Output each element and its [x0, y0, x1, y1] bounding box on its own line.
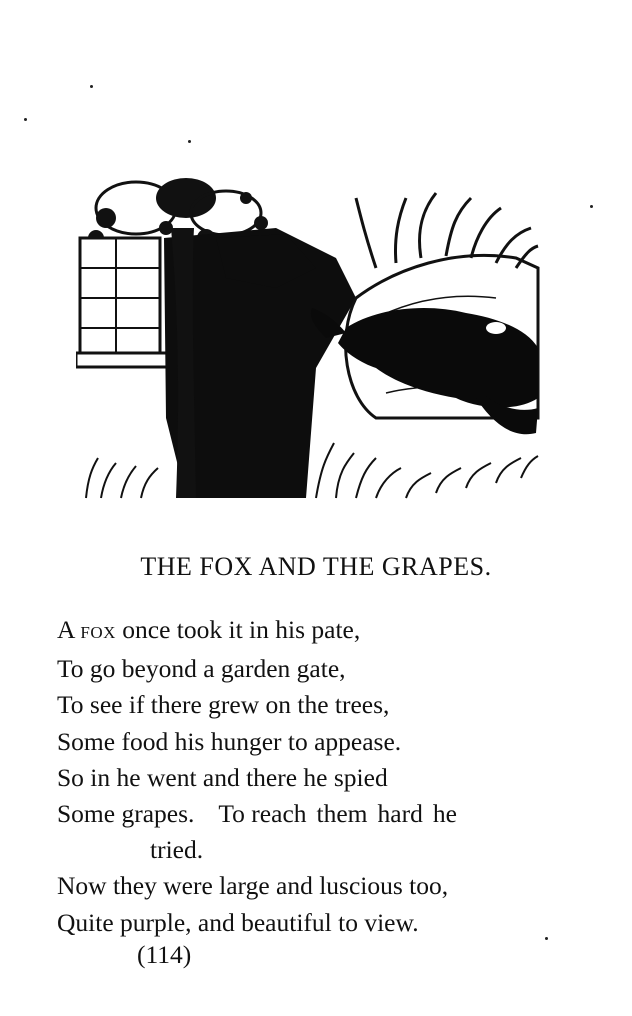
- poem-line: To see if there grew on the trees,: [57, 690, 390, 720]
- poem-text: [57, 612, 597, 941]
- print-speck: [188, 140, 191, 143]
- poem-word: A: [57, 615, 81, 644]
- poem-line: Quite purple, and beautiful to view.: [57, 907, 419, 937]
- poem-line-continuation: tried.: [150, 835, 204, 865]
- poem-word: once took it in his pate,: [115, 615, 361, 644]
- page-number: (114): [137, 940, 192, 969]
- print-speck: [24, 118, 27, 121]
- poem-line: [57, 796, 597, 832]
- poem-word: them: [316, 799, 368, 829]
- poem-word: he: [432, 799, 457, 829]
- poem-line: Some food his hunger to appease.: [57, 726, 402, 756]
- poem-word: Some grapes.: [57, 799, 195, 829]
- poem-line: So in he went and there he spied: [57, 762, 388, 792]
- poem-line: Now they were large and luscious too,: [57, 871, 449, 901]
- poem-line: To go beyond a garden gate,: [57, 654, 346, 684]
- print-speck: [90, 85, 93, 88]
- print-speck: [590, 205, 593, 208]
- poem-word: hard: [377, 799, 423, 829]
- fox-and-grapes-woodcut: [76, 168, 540, 508]
- poem-line: [57, 612, 597, 651]
- poem-smallcaps-word: FOX: [80, 623, 116, 642]
- poem-word: To reach: [218, 799, 307, 829]
- page-title: THE FOX AND THE GRAPES.: [140, 552, 492, 581]
